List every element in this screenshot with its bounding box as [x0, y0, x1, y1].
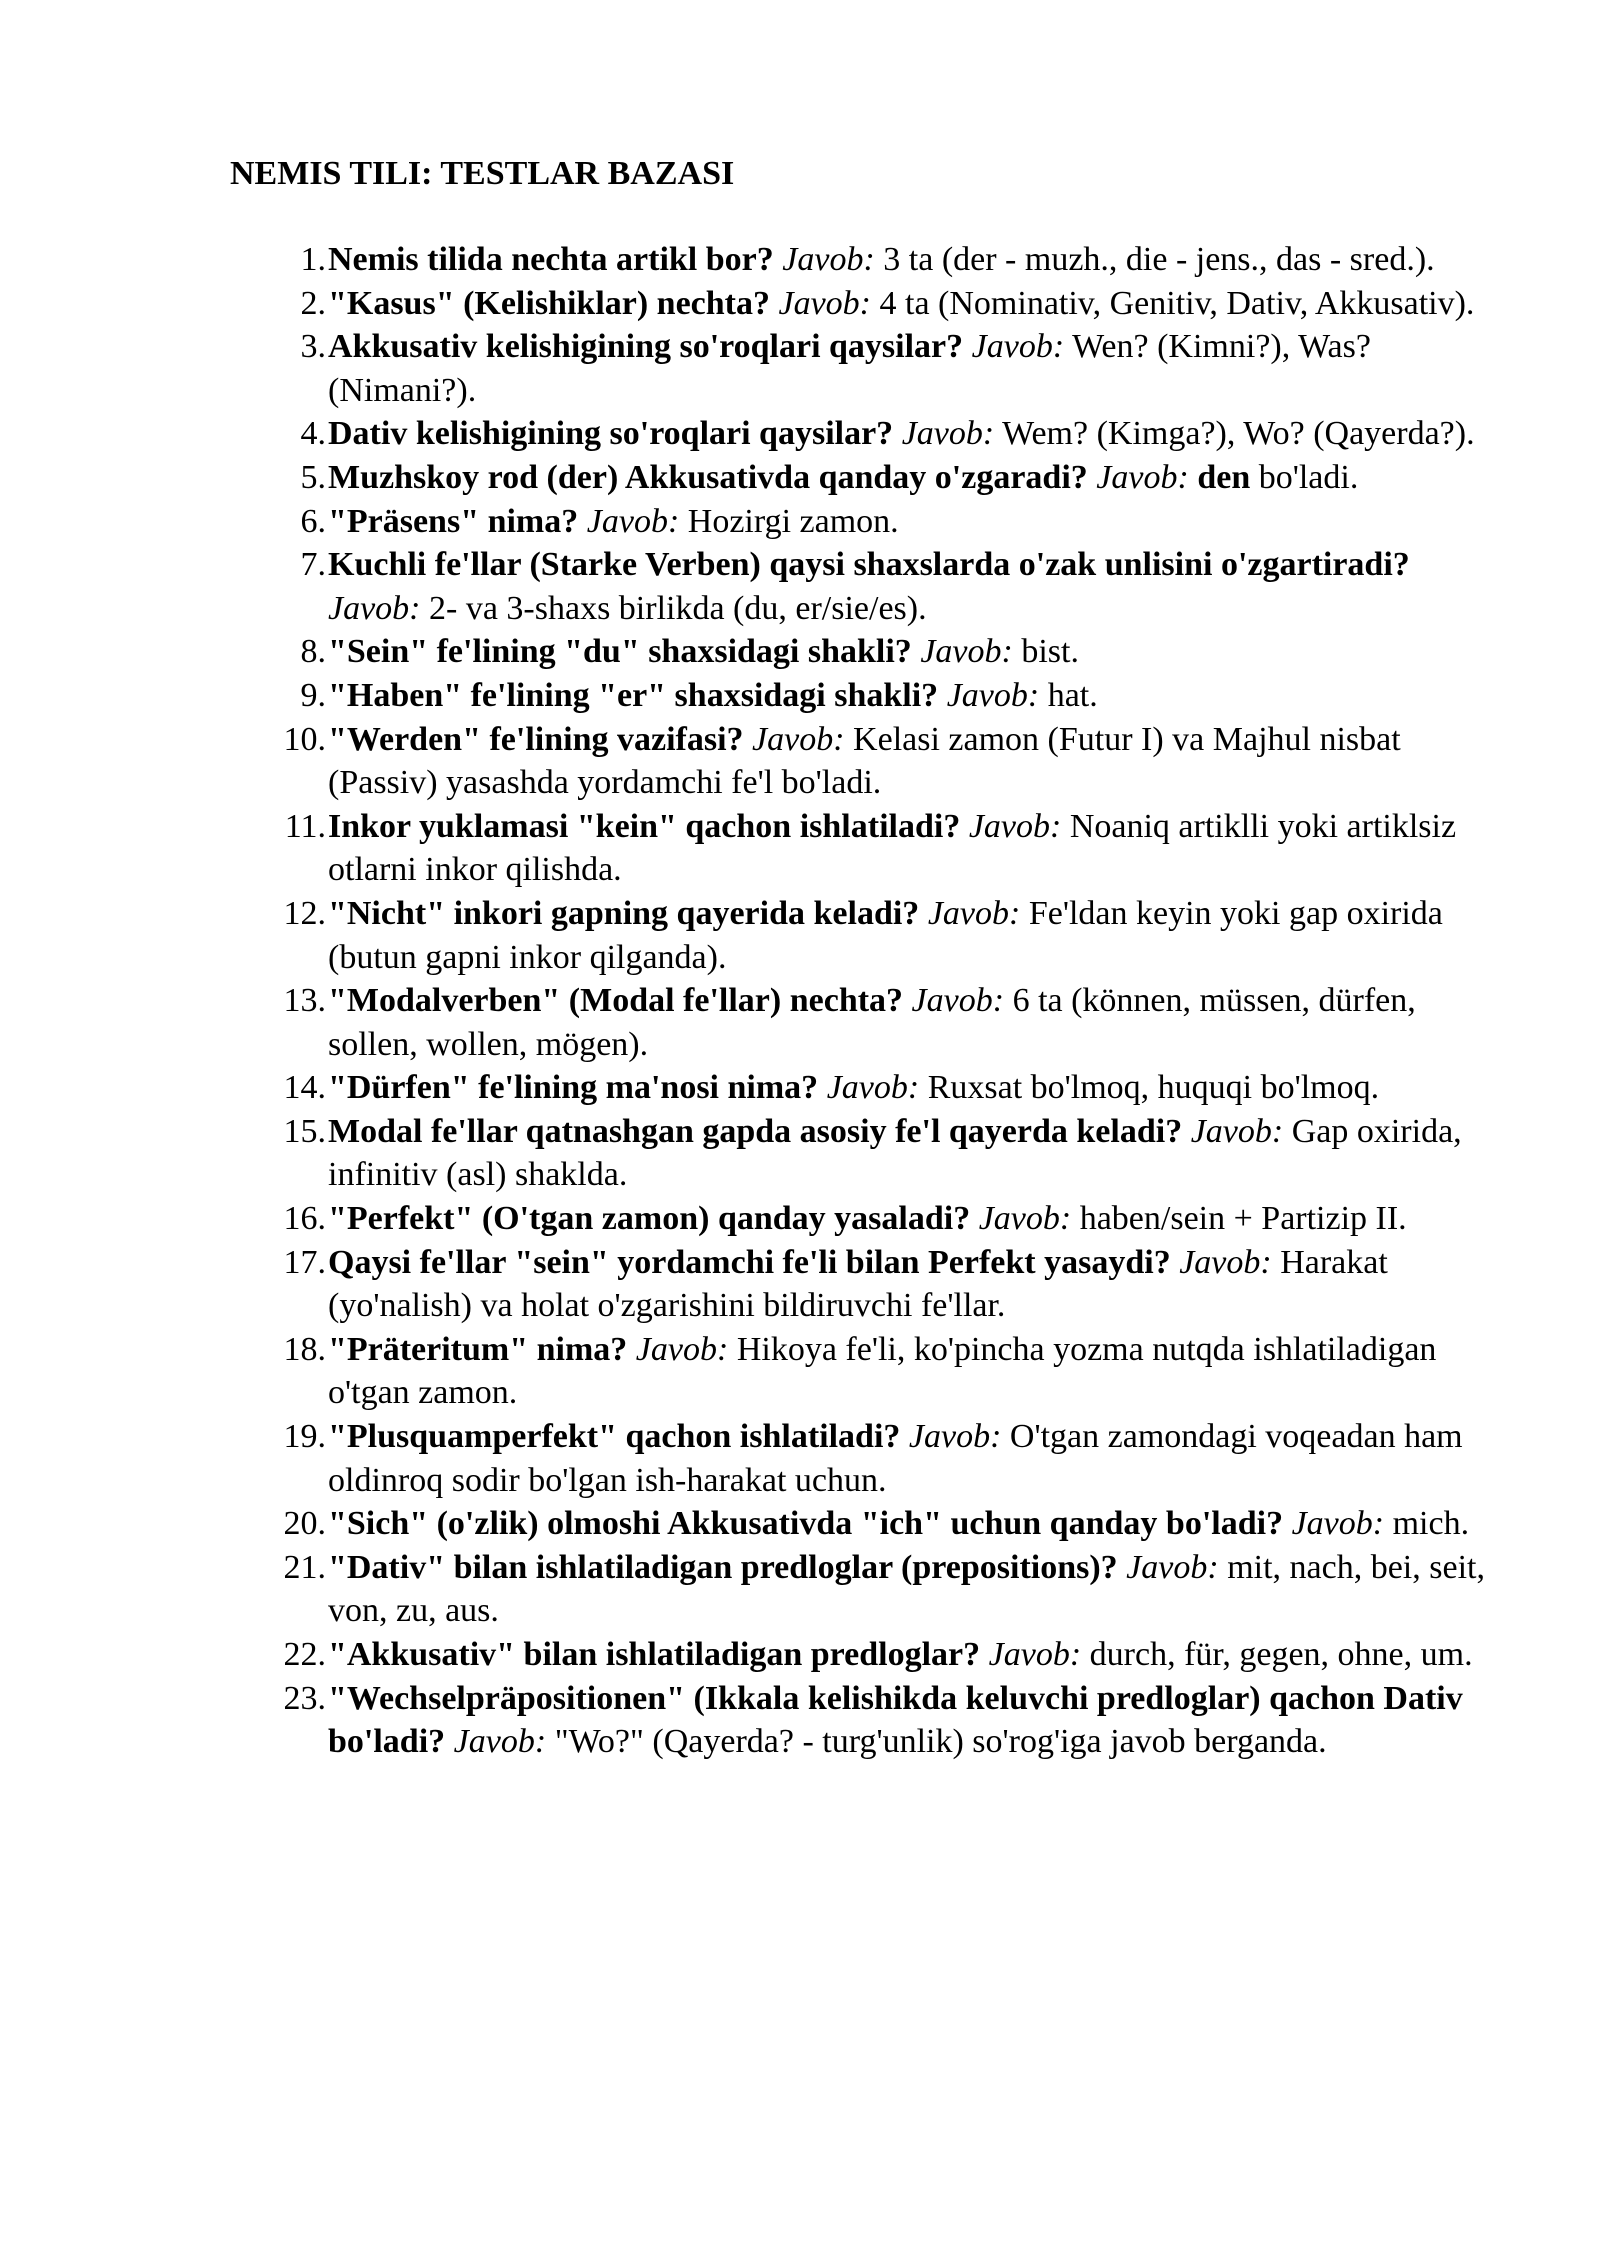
item-number: 12.	[283, 894, 326, 932]
question-text: "Plusquamperfekt" qachon ishlatiladi?	[328, 1418, 901, 1456]
list-item	[0, 1241, 1488, 1328]
item-number: 9.	[300, 676, 326, 714]
list-item	[0, 1502, 1488, 1546]
question-text: "Akkusativ" bilan ishlatiladigan predloglar?	[328, 1636, 981, 1673]
answer-label: Javob:	[826, 1069, 920, 1107]
answer-text: Ruxsat bo'lmoq, huquqi bo'lmoq.	[927, 1069, 1380, 1107]
list-item	[0, 1066, 1488, 1110]
answer-label: Javob:	[988, 1636, 1082, 1673]
answer-label: Javob:	[946, 676, 1040, 714]
answer-text: 3 ta (der - muzh., die - jens., das - sred.).	[883, 241, 1435, 278]
item-number: 11.	[284, 807, 326, 845]
question-text: "Kasus" (Kelishiklar) nechta?	[328, 284, 770, 322]
item-number: 14.	[283, 1069, 326, 1107]
item-number: 19.	[283, 1418, 326, 1456]
answer-text: Hozirgi zamon.	[687, 502, 899, 540]
question-text: "Werden" fe'lining vazifasi?	[328, 720, 744, 758]
document-title: NEMIS TILI: TESTLAR BAZASI	[230, 155, 735, 192]
answer-text: Hikoya fe'li, ko'pincha yozma nutqda ishlatiladigan o'tgan zamon.	[328, 1330, 1437, 1412]
question-text: "Dativ" bilan ishlatiladigan predloglar (prepositions)?	[328, 1548, 1118, 1586]
list-item	[0, 1677, 1488, 1764]
question-text: Modal fe'llar qatnashgan gapda asosiy fe'l qayerda keladi?	[328, 1112, 1183, 1150]
item-number: 22.	[283, 1636, 326, 1673]
answer-text: Noaniq artiklli yoki artiklsiz otlarni inkor qilishda.	[328, 807, 1457, 889]
answer-label: Javob:	[1126, 1548, 1219, 1586]
item-number: 1.	[300, 241, 326, 278]
item-number: 4.	[300, 415, 326, 453]
list-item	[0, 500, 1488, 544]
answer-label: Javob:	[635, 1330, 729, 1368]
answer-label: Javob:	[782, 241, 875, 278]
answer-label: Javob:	[778, 284, 872, 322]
item-number: 10.	[283, 720, 326, 758]
question-text: Kuchli fe'llar (Starke Verben) qaysi shaxslarda o'zak unlisini o'zgartiradi?	[328, 546, 1410, 584]
question-text: "Präsens" nima?	[328, 502, 579, 540]
answer-label: Javob:	[586, 502, 680, 540]
list-item	[0, 1546, 1488, 1633]
item-number: 8.	[300, 633, 326, 671]
answer-text: O'tgan zamondagi voqeadan ham oldinroq sodir bo'lgan ish-harakat uchun.	[328, 1418, 1463, 1499]
question-text: "Sich" (o'zlik) olmoshi Akkusativda "ich" uchun qanday bo'ladi?	[328, 1505, 1284, 1543]
question-text: Akkusativ kelishigining so'roqlari qaysilar?	[328, 328, 964, 366]
answer-label: Javob:	[920, 633, 1013, 671]
list-item	[0, 630, 1488, 674]
item-number: 18.	[283, 1330, 326, 1368]
answer-label: Javob:	[901, 415, 995, 453]
question-list	[0, 238, 1600, 1764]
question-text: Nemis tilida nechta artikl bor?	[328, 241, 774, 278]
answer-text: haben/sein + Partizip II.	[1079, 1200, 1407, 1238]
list-item	[0, 674, 1488, 718]
question-text: "Haben" fe'lining "er" shaxsidagi shakli?	[328, 676, 939, 714]
answer-text: Wen? (Kimni?), Was? (Nimani?).	[328, 328, 1371, 409]
question-text: "Dürfen" fe'lining ma'nosi nima?	[328, 1069, 819, 1107]
answer-label: Javob:	[1291, 1505, 1385, 1543]
question-text: Muzhskoy rod (der) Akkusativda qanday o'zgaradi?	[328, 458, 1088, 496]
answer-label: Javob:	[752, 720, 845, 758]
item-number: 5.	[300, 458, 326, 496]
list-item	[0, 543, 1488, 630]
question-text: "Perfekt" (O'tgan zamon) qanday yasaladi?	[328, 1200, 971, 1238]
answer-text: bist.	[1021, 633, 1079, 671]
list-item	[0, 238, 1488, 282]
answer-text: mich.	[1392, 1505, 1470, 1543]
list-item	[0, 1633, 1488, 1677]
answer-label: Javob:	[908, 1418, 1002, 1456]
answer-label: Javob:	[927, 894, 1021, 932]
item-number: 13.	[283, 982, 326, 1020]
answer-label: Javob:	[971, 328, 1065, 366]
list-item	[0, 325, 1488, 412]
answer-text: bo'ladi.	[1250, 458, 1359, 496]
question-text: Dativ kelishigining so'roqlari qaysilar?	[328, 415, 894, 453]
answer-text: Wem? (Kimga?), Wo? (Qayerda?).	[1002, 415, 1475, 453]
answer-label: Javob:	[968, 807, 1062, 845]
item-number: 15.	[283, 1112, 326, 1150]
answer-text: mit, nach, bei, seit, von, zu, aus.	[328, 1548, 1485, 1630]
answer-text: 6 ta (können, müssen, dürfen, sollen, wollen, mögen).	[328, 982, 1416, 1063]
question-text: Qaysi fe'llar "sein" yordamchi fe'li bilan Perfekt yasaydi?	[328, 1243, 1171, 1281]
item-number: 23.	[283, 1679, 326, 1717]
list-item	[0, 456, 1488, 500]
question-text: "Nicht" inkori gapning qayerida keladi?	[328, 894, 920, 932]
item-number: 7.	[300, 546, 326, 584]
item-number: 21.	[283, 1548, 326, 1586]
item-number: 3.	[300, 328, 326, 366]
list-item	[0, 1197, 1488, 1241]
answer-text: Kelasi zamon (Futur I) va Majhul nisbat (Passiv) yasashda yordamchi fe'l bo'ladi.	[328, 720, 1401, 802]
list-item	[0, 1110, 1488, 1197]
question-text: "Modalverben" (Modal fe'llar) nechta?	[328, 982, 904, 1020]
list-item	[0, 718, 1488, 805]
question-text: "Sein" fe'lining "du" shaxsidagi shakli?	[328, 633, 912, 671]
answer-text: hat.	[1047, 676, 1098, 714]
item-number: 20.	[283, 1505, 326, 1543]
question-text: Inkor yuklamasi "kein" qachon ishlatiladi?	[328, 807, 961, 845]
answer-text: Gap oxirida, infinitiv (asl) shaklda.	[328, 1112, 1462, 1194]
answer-label: Javob:	[978, 1200, 1072, 1238]
list-item	[0, 805, 1488, 892]
list-item	[0, 892, 1488, 979]
list-item	[0, 1415, 1488, 1502]
question-text: "Wechselpräpositionen" (Ikkala kelishikda keluvchi predloglar) qachon Dativ bo'ladi?	[328, 1679, 1463, 1761]
item-number: 6.	[300, 502, 326, 540]
item-number: 16.	[283, 1200, 326, 1238]
answer-text: 2- va 3-shaxs birlikda (du, er/sie/es).	[429, 589, 927, 627]
question-text: "Präteritum" nima?	[328, 1330, 628, 1368]
answer-text: Harakat (yo'nalish) va holat o'zgarishini bildiruvchi fe'llar.	[328, 1243, 1388, 1325]
answer-text: durch, für, gegen, ohne, um.	[1089, 1636, 1473, 1673]
answer-label: Javob:	[453, 1723, 547, 1761]
answer-label: Javob:	[911, 982, 1005, 1020]
answer-text: 4 ta (Nominativ, Genitiv, Dativ, Akkusativ).	[879, 284, 1475, 322]
answer-label: Javob:	[1190, 1112, 1284, 1150]
item-number: 2.	[300, 284, 326, 322]
list-item	[0, 412, 1488, 456]
list-item	[0, 979, 1488, 1066]
answer-label: Javob:	[328, 589, 421, 627]
answer-label: Javob:	[1096, 458, 1189, 496]
item-number: 17.	[283, 1243, 326, 1281]
answer-text: "Wo?" (Qayerda? - turg'unlik) so'rog'iga javob berganda.	[554, 1723, 1327, 1761]
list-item	[0, 282, 1488, 326]
answer-emphasis: den	[1197, 458, 1251, 496]
list-item	[0, 1328, 1488, 1415]
answer-label: Javob:	[1179, 1243, 1272, 1281]
answer-text: Fe'ldan keyin yoki gap oxirida (butun gapni inkor qilganda).	[328, 894, 1443, 976]
